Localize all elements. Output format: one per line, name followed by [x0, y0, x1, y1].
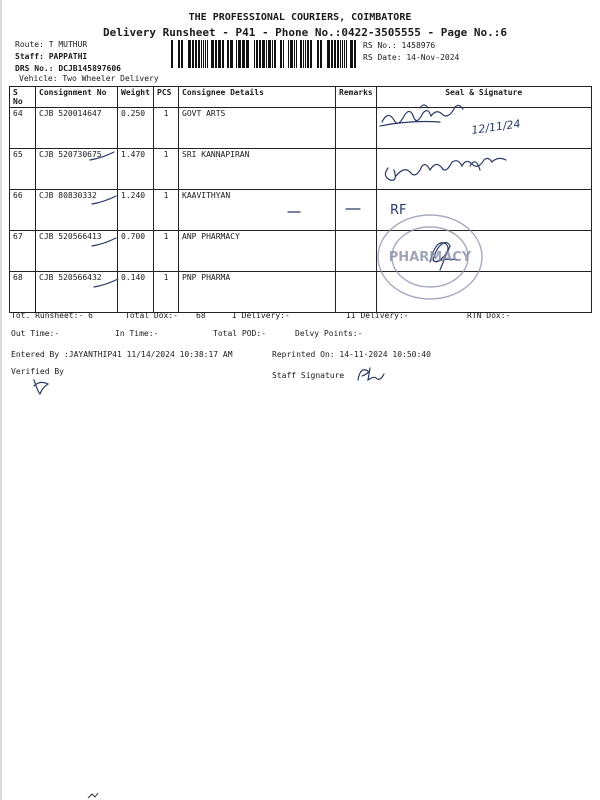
cell-pcs: 1	[154, 272, 179, 313]
verified-by: Verified By	[11, 367, 64, 376]
col-header-weight: Weight	[118, 87, 154, 108]
col-header-consignee: Consignee Details	[179, 87, 336, 108]
scan-mark	[86, 790, 100, 800]
cell-consignee: ANP PHARMACY	[179, 231, 336, 272]
runsheet-subtitle: Delivery Runsheet - P41 - Phone No.:0422-3505555 - Page No.:6	[103, 26, 507, 39]
cell-consignment: CJB 520566432	[36, 272, 118, 313]
in-time: In Time:-	[115, 329, 159, 338]
col-header-remarks: Remarks	[336, 87, 377, 108]
total-pod: Total POD:-	[213, 329, 266, 338]
tot-runsheet: Tot. Runsheet:- 6	[11, 311, 93, 320]
route-label: Route: T MUTHUR	[15, 40, 88, 49]
cell-consignee: SRI KANNAPIRAN	[179, 149, 336, 190]
rs-number: RS No.: 1458976	[363, 41, 436, 50]
cell-weight: 0.250	[118, 108, 154, 149]
staff-signature-label: Staff Signature	[272, 371, 345, 380]
cell-pcs: 1	[154, 149, 179, 190]
total-dox-value: 68	[196, 311, 206, 320]
cell-weight: 1.470	[118, 149, 154, 190]
rtn-dox: RTN Dox:-	[467, 311, 511, 320]
cell-consignment: CJB 520730675	[36, 149, 118, 190]
cell-consignee: GOVT ARTS	[179, 108, 336, 149]
vehicle-label: Vehicle: Two Wheeler Delivery	[19, 74, 159, 83]
cell-consignee: KAAVITHYAN	[179, 190, 336, 231]
cell-weight: 0.700	[118, 231, 154, 272]
cell-weight: 1.240	[118, 190, 154, 231]
col-header-seal-signature: Seal & Signature	[376, 87, 591, 108]
cell-consignee: PNP PHARMA	[179, 272, 336, 313]
col-header-consignment: Consignment No	[36, 87, 118, 108]
cell-pcs: 1	[154, 190, 179, 231]
cell-sno: 68	[10, 272, 36, 313]
drs-number: DRS No.: DCJB145897606	[15, 64, 121, 73]
cell-consignment: CJB 80830332	[36, 190, 118, 231]
i-delivery: I Delivery:-	[232, 311, 290, 320]
cell-pcs: 1	[154, 108, 179, 149]
tick-row-66	[92, 196, 116, 204]
delvy-points: Delvy Points:-	[295, 329, 363, 338]
signature-row-65	[385, 158, 506, 180]
staff-label: Staff: PAPPATHI	[15, 52, 88, 61]
rs-date: RS Date: 14-Nov-2024	[363, 53, 460, 62]
cell-weight: 0.140	[118, 272, 154, 313]
date-row-64: 12/11/24	[470, 117, 522, 137]
cell-sno: 66	[10, 190, 36, 231]
reprinted-on: Reprinted On: 14-11-2024 10:50:40	[272, 350, 431, 359]
cell-sno: 67	[10, 231, 36, 272]
tick-row-65	[90, 152, 114, 160]
tick-row-67	[92, 238, 116, 246]
cell-sno: 64	[10, 108, 36, 149]
total-dox-label: Total Dox:-	[125, 311, 178, 320]
entered-by: Entered By :JAYANTHIP41 11/14/2024 10:38:17 AM	[11, 350, 233, 359]
stamp-text: PHARMACY	[388, 250, 472, 265]
out-time: Out Time:-	[11, 329, 60, 338]
pharmacy-stamp	[375, 212, 485, 302]
col-header-pcs: PCS	[154, 87, 179, 108]
staff-signature	[354, 364, 388, 384]
cell-consignment: CJB 520014647	[36, 108, 118, 149]
col-header-sno: S No	[10, 87, 36, 108]
ii-delivery: II Delivery:-	[346, 311, 409, 320]
verified-signature	[30, 376, 54, 398]
cell-consignment: CJB 520566413	[36, 231, 118, 272]
signature-row-64	[380, 105, 463, 126]
remark-row-66: RF	[390, 203, 407, 218]
company-title: THE PROFESSIONAL COURIERS, COIMBATORE	[188, 12, 412, 23]
cell-pcs: 1	[154, 231, 179, 272]
tick-row-68	[94, 279, 118, 287]
cell-sno: 65	[10, 149, 36, 190]
